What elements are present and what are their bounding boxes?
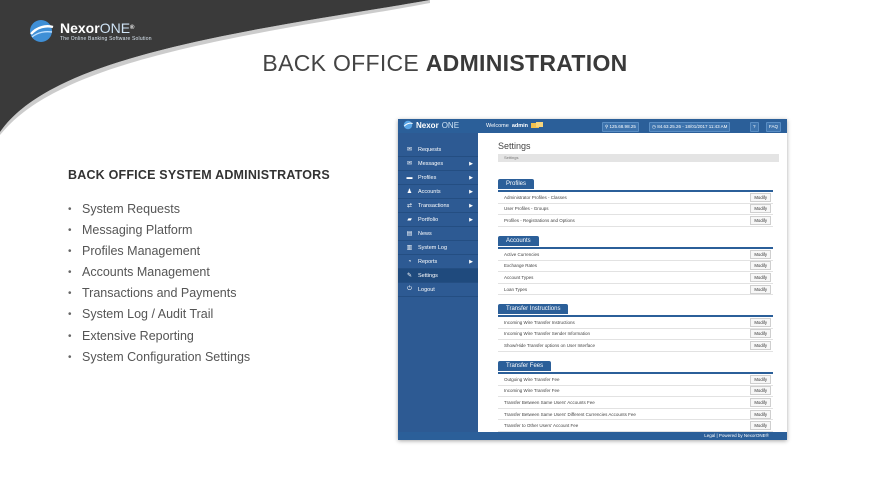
sidebar-item-reports[interactable] [398,255,478,269]
modify-button[interactable]: Modify [750,341,771,350]
settings-row-label[interactable]: Incoming Wire Transfer Fee [504,388,560,394]
bullet-icon: • [68,330,72,342]
bullet-icon: • [68,267,72,279]
bullet-icon: • [68,288,72,300]
settings-row [498,374,773,386]
feature-label: Accounts Management [82,265,210,280]
settings-row [498,192,773,204]
app-logo[interactable] [403,120,459,130]
section-profiles [498,172,773,227]
modify-button[interactable]: Modify [750,204,771,213]
feature-label: Extensive Reporting [82,328,194,343]
feature-item [68,283,250,304]
settings-row [498,420,773,432]
feature-label: Transactions and Payments [82,286,237,301]
user-messages-icon[interactable] [531,122,543,129]
settings-row-label[interactable]: Active Currencies [504,251,540,257]
bullet-icon: • [68,246,72,258]
bullet-icon: • [68,204,72,215]
modify-button[interactable]: Modify [750,375,771,384]
sidebar-item-label: Profiles [418,174,437,181]
section-title: Profiles [498,179,534,189]
sidebar-item-news[interactable] [398,227,478,241]
section-accounts [498,229,773,295]
section-title: Accounts [498,236,539,246]
sidebar-item-profiles[interactable] [398,171,478,185]
page-headline [0,50,890,77]
settings-row [498,272,773,284]
brand-tagline: The Online Banking Software Solution [60,35,152,42]
sidebar-item-label: News [418,230,432,237]
ip-chip: ⚲ 125.68.98.25 [602,122,639,132]
modify-button[interactable]: Modify [750,410,771,419]
feature-label: Profiles Management [82,244,201,259]
accounts-icon: ♟ [406,189,413,195]
section-transfer-fees [498,354,773,432]
feature-label: System Log / Audit Trail [82,307,214,322]
features-title: BACK OFFICE SYSTEM ADMINISTRATORS [68,168,330,182]
modify-button[interactable]: Modify [750,329,771,338]
settings-icon: ✎ [406,273,413,279]
feature-label: Messaging Platform [82,223,193,238]
settings-row [498,249,773,261]
feature-label: System Requests [82,202,180,216]
footer-text[interactable]: Legal | Powered by NexorONE® [704,433,769,438]
brand-name: Nexor [60,19,100,36]
app-sidebar [398,133,478,432]
sidebar-item-transactions[interactable] [398,199,478,213]
modify-button[interactable]: Modify [750,216,771,225]
feature-item [68,199,250,220]
settings-row-label[interactable]: Profiles - Registrations and Options [504,217,575,223]
chevron-right-icon: ▶ [469,258,473,265]
sidebar-item-label: Accounts [418,188,441,195]
sidebar-item-label: Portfolio [418,216,439,223]
bullet-icon: • [68,225,72,237]
portfolio-icon: ▰ [407,217,412,223]
sidebar-item-label: System Log [418,244,448,251]
faq-button[interactable]: FAQ [766,122,781,132]
settings-row [498,329,773,341]
registered-mark: ® [130,24,135,31]
welcome-text [486,122,543,129]
transactions-icon: ⇄ [406,203,413,209]
globe-icon [28,18,54,44]
app-logo-main: Nexor [416,120,439,130]
settings-row [498,284,773,296]
requests-icon: ✉ [406,147,413,153]
bullet-icon: • [68,309,72,321]
modify-button[interactable]: Modify [750,285,771,294]
reports-icon: ◔ [407,258,412,265]
section-title: Transfer Fees [498,361,551,371]
feature-item [68,347,250,368]
page-title: Settings [498,141,531,151]
sidebar-item-messages[interactable] [398,157,478,171]
section-title: Transfer Instructions [498,304,568,314]
brand-suffix: ONE [99,19,131,36]
feature-item [68,262,250,283]
profiles-icon: ▬ [406,174,413,181]
settings-row-label[interactable]: Outgoing Wire Transfer Fee [504,376,560,382]
sidebar-item-label: Messages [418,160,444,167]
messages-icon: ✉ [406,161,413,167]
help-button[interactable]: ? [750,122,759,132]
settings-row-label[interactable]: Incoming Wire Transfer Sender Information [504,331,591,337]
settings-row-label[interactable]: Transfer Between Same Users' Accounts Fee [504,399,595,405]
modify-button[interactable]: Modify [750,193,771,202]
breadcrumb: Settings [498,154,779,162]
app-footer [398,432,787,440]
sidebar-item-label: Settings [418,272,438,279]
sidebar-item-settings[interactable] [398,269,478,283]
sidebar-item-label: Logout [418,286,435,293]
feature-item [68,304,250,325]
ip-value: 125.68.98.25 [609,124,636,129]
logout-icon: ⏻ [407,286,412,292]
welcome-user: admin [511,122,529,129]
chevron-right-icon: ▶ [469,174,473,181]
modify-button[interactable]: Modify [750,398,771,407]
feature-item [68,241,250,262]
sidebar-item-label: Transactions [418,202,450,209]
time-chip: ◷ 84.63.25.26 - 18/01/2017 11:43 AM [649,122,730,132]
sidebar-item-requests[interactable] [398,143,478,157]
settings-row [498,397,773,409]
system-log-icon: ▥ [406,245,413,251]
sidebar-item-logout[interactable] [398,283,478,297]
settings-row-label[interactable]: Transfer Between Same Users' Different Currencies Accounts Fee [504,411,636,417]
settings-row [498,386,773,398]
sidebar-item-system-log[interactable] [398,241,478,255]
features-list [68,199,250,368]
chevron-right-icon: ▶ [469,216,473,223]
welcome-prefix: Welcome [486,122,509,129]
settings-row [498,340,773,352]
modify-button[interactable]: Modify [750,421,771,430]
feature-item [68,220,250,241]
sidebar-item-label: Requests [418,146,442,153]
bullet-icon: • [68,351,72,363]
sidebar-item-accounts[interactable] [398,185,478,199]
modify-button[interactable]: Modify [750,250,771,259]
settings-row-label[interactable]: Loan Types [504,286,528,292]
chevron-right-icon: ▶ [469,188,473,195]
brand-logo [28,18,152,44]
settings-content [478,133,787,432]
feature-item [68,326,250,347]
settings-row [498,317,773,329]
headline-bold: ADMINISTRATION [425,50,628,76]
settings-row-label[interactable]: Account Types [504,274,534,280]
settings-row-label[interactable]: Transfer to Other Users' Account Fee [504,423,579,429]
settings-row [498,261,773,273]
section-transfer-instructions [498,297,773,352]
modify-button[interactable]: Modify [750,386,771,395]
settings-row-label[interactable]: Incoming Wire Transfer Instructions [504,319,575,325]
settings-row [498,204,773,216]
feature-label: System Configuration Settings [82,349,251,364]
settings-row-label[interactable]: Exchange Rates [504,263,538,269]
settings-row [498,215,773,227]
modify-button[interactable]: Modify [750,261,771,270]
chevron-right-icon: ▶ [469,160,473,167]
sidebar-item-label: Reports [418,258,438,265]
news-icon: ▤ [406,231,413,237]
modify-button[interactable]: Modify [750,318,771,327]
settings-row-label[interactable]: Administrator Profiles - Classes [504,194,567,200]
settings-row [498,409,773,421]
app-logo-suffix: ONE [441,120,460,130]
app-screenshot [398,119,787,440]
sidebar-item-portfolio[interactable] [398,213,478,227]
modify-button[interactable]: Modify [750,273,771,282]
chevron-right-icon: ▶ [469,202,473,209]
settings-row-label[interactable]: Show/Hide Transfer options on User Interface [504,342,596,348]
globe-icon [403,120,413,130]
app-topbar [398,119,787,133]
settings-row-label[interactable]: User Profiles - Groups [504,206,549,212]
headline-light: BACK OFFICE [262,50,426,76]
time-value: 84.63.25.26 - 18/01/2017 11:43 AM [657,124,728,129]
